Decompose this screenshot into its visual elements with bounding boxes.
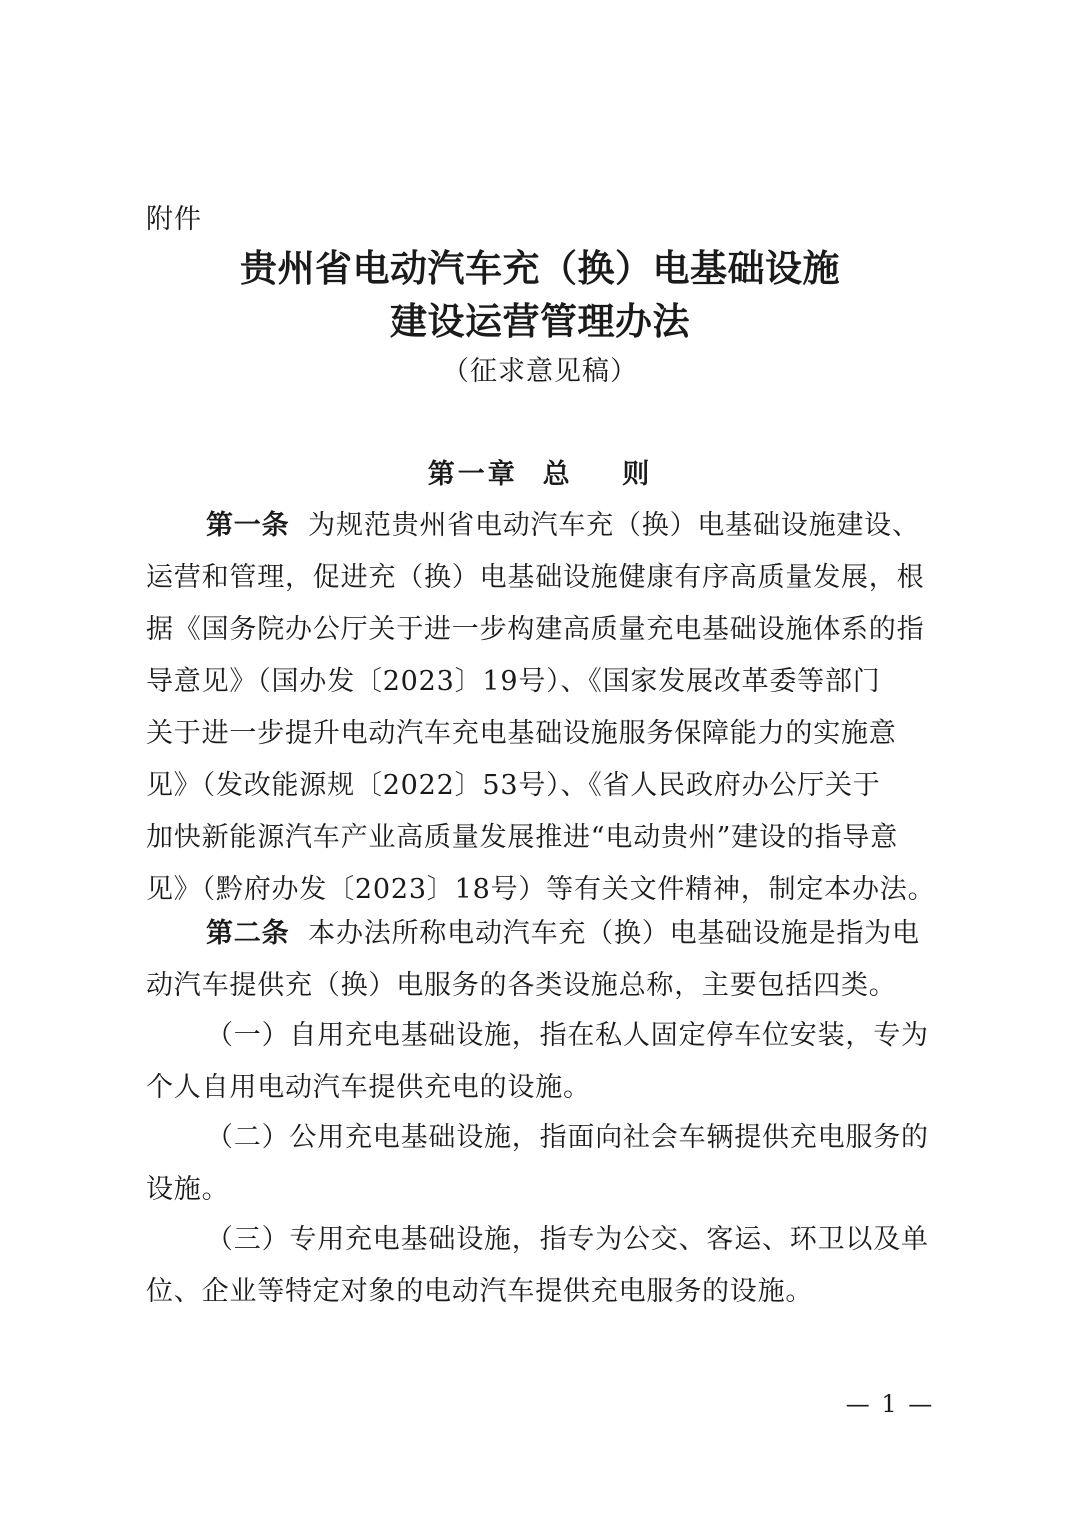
article-2-text-line-1: 本办法所称电动汽车充（换）电基础设施是指为电 xyxy=(308,918,920,949)
article-1-text-line-8: 见》（黔府办发〔2023〕18号）等有关文件精神，制定本办法。 xyxy=(146,874,936,905)
article-1-text-line-1: 为规范贵州省电动汽车充（换）电基础设施建设、 xyxy=(308,510,920,541)
attachment-label: 附件 xyxy=(146,204,202,235)
article-1-text-line-4: 导意见》（国办发〔2023〕19号）、《国家发展改革委等部门 xyxy=(146,666,881,697)
article-1-text-line-7: 加快新能源汽车产业高质量发展推进“电动贵州”建设的指导意 xyxy=(146,822,899,853)
article-1-label: 第一条 xyxy=(206,510,290,541)
article-2-label: 第二条 xyxy=(206,918,290,949)
item-2-text-line-1: （二）公用充电基础设施，指面向社会车辆提供充电服务的 xyxy=(206,1122,929,1153)
article-1-text-line-5: 关于进一步提升电动汽车充电基础设施服务保障能力的实施意 xyxy=(146,718,897,749)
page-number: — 1 — xyxy=(845,1390,935,1418)
item-3-text-line-1: （三）专用充电基础设施，指专为公交、客运、环卫以及单 xyxy=(206,1224,929,1255)
item-3 xyxy=(146,1214,946,1318)
article-1-text-line-6: 见》（发改能源规〔2022〕53号）、《省人民政府办公厅关于 xyxy=(146,770,881,801)
item-2-text-line-2: 设施。 xyxy=(146,1174,230,1205)
item-1-text-line-1: （一）自用充电基础设施，指在私人固定停车位安装，专为 xyxy=(206,1020,929,1051)
article-1-text-line-3: 据《国务院办公厅关于进一步构建高质量充电基础设施体系的指 xyxy=(146,614,925,645)
article-2-line-1 xyxy=(146,908,946,960)
article-1-line-1 xyxy=(146,500,946,552)
article-1 xyxy=(146,500,946,916)
document-subtitle: （征求意见稿） xyxy=(442,356,638,387)
document-title-line-1: 贵州省电动汽车充（换）电基础设施 xyxy=(240,247,840,290)
item-1 xyxy=(146,1010,946,1114)
item-1-text-line-2: 个人自用电动汽车提供充电的设施。 xyxy=(146,1072,591,1103)
item-3-text-line-2: 位、企业等特定对象的电动汽车提供充电服务的设施。 xyxy=(146,1276,814,1307)
chapter-heading: 第一章 总 则 xyxy=(427,459,653,490)
article-1-text-line-2: 运营和管理，促进充（换）电基础设施健康有序高质量发展，根 xyxy=(146,562,925,593)
article-2 xyxy=(146,908,946,1012)
article-2-text-line-2: 动汽车提供充（换）电服务的各类设施总称，主要包括四类。 xyxy=(146,970,897,1001)
item-2 xyxy=(146,1112,946,1216)
document-title-line-2: 建设运营管理办法 xyxy=(390,300,690,343)
